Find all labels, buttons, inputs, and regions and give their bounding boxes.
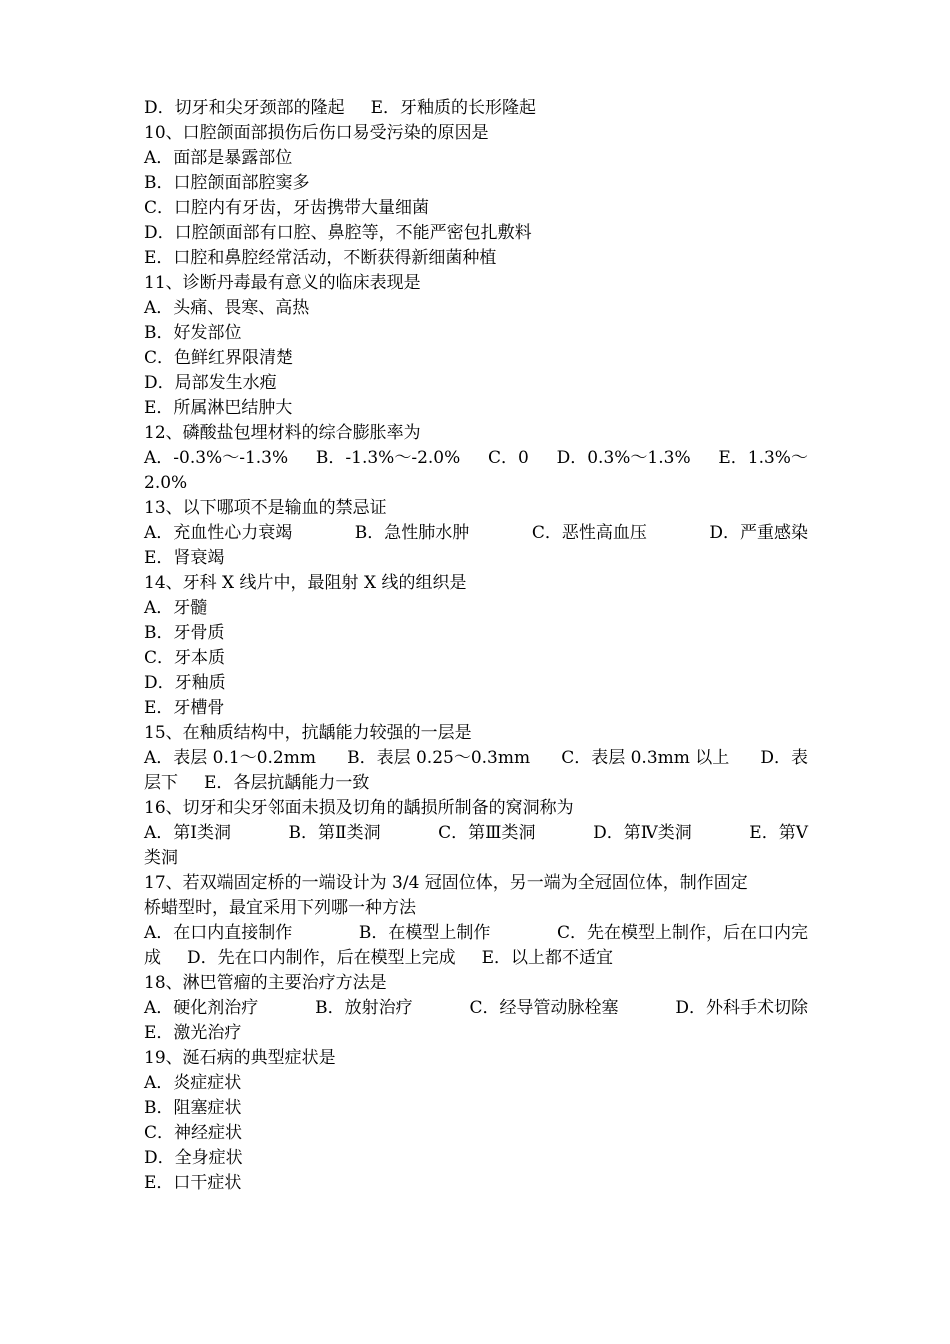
- options-row: [144, 96, 808, 121]
- option-b: B．口腔颌面部腔窦多: [144, 173, 310, 193]
- options-row: [144, 746, 808, 771]
- option-d: D．严重感染: [709, 523, 808, 543]
- option-d: D．外科手术切除: [675, 998, 808, 1018]
- option-e: E．各层抗龋能力一致: [204, 773, 370, 793]
- option-d: D．口腔颌面部有口腔、鼻腔等，不能严密包扎敷料: [144, 223, 532, 243]
- option-c: C．0: [488, 448, 529, 468]
- option-continuation: 类洞: [144, 848, 178, 868]
- option-c: C．神经症状: [144, 1123, 243, 1143]
- question-17-continuation: 桥蜡型时，最宜采用下列哪一种方法: [144, 898, 416, 918]
- option-continuation: 成: [144, 948, 161, 968]
- option-d: D．全身症状: [144, 1148, 243, 1168]
- option-d: D．牙釉质: [144, 673, 226, 693]
- question-12: 12、磷酸盐包埋材料的综合膨胀率为: [144, 423, 421, 443]
- option-d: D．先在口内制作，后在模型上完成: [187, 948, 456, 968]
- options-row: [144, 996, 808, 1021]
- option-c: C．色鲜红界限清楚: [144, 348, 294, 368]
- option-c: C．表层 0.3mm 以上: [561, 748, 730, 768]
- option-c: C．恶性高血压: [531, 523, 647, 543]
- option-b: B．第Ⅱ类洞: [288, 823, 381, 843]
- option-c: C．经导管动脉栓塞: [469, 998, 619, 1018]
- option-a: A．牙髓: [144, 598, 208, 618]
- option-a: A．炎症症状: [144, 1073, 242, 1093]
- question-19: 19、涎石病的典型症状是: [144, 1048, 336, 1068]
- option-c: C．口腔内有牙齿，牙齿携带大量细菌: [144, 198, 430, 218]
- option-b: B．在模型上制作: [358, 923, 491, 943]
- document-page: [144, 96, 808, 1196]
- option-b: B．牙骨质: [144, 623, 225, 643]
- option-a: A．第Ⅰ类洞: [144, 823, 231, 843]
- option-e: E．口腔和鼻腔经常活动，不断获得新细菌种植: [144, 248, 497, 268]
- option-e: E．口干症状: [144, 1173, 242, 1193]
- option-e: E．第Ⅴ: [749, 823, 808, 843]
- options-row: [144, 946, 808, 971]
- option-a: A．硬化剂治疗: [144, 998, 259, 1018]
- option-e: E．以上都不适宜: [481, 948, 614, 968]
- question-13: 13、以下哪项不是输血的禁忌证: [144, 498, 387, 518]
- options-row: [144, 521, 808, 546]
- option-a: A．在口内直接制作: [144, 923, 293, 943]
- question-14: 14、牙科 X 线片中，最阻射 X 线的组织是: [144, 573, 467, 593]
- option-b: B．阻塞症状: [144, 1098, 242, 1118]
- option-a: A．表层 0.1～0.2mm: [144, 748, 316, 768]
- option-d: D．第Ⅳ类洞: [593, 823, 692, 843]
- option-a: A．头痛、畏寒、高热: [144, 298, 310, 318]
- question-16: 16、切牙和尖牙邻面未损及切角的龋损所制备的窝洞称为: [144, 798, 574, 818]
- question-10: 10、口腔颌面部损伤后伤口易受污染的原因是: [144, 123, 489, 143]
- option-continuation: 层下: [144, 773, 178, 793]
- option-e: E．激光治疗: [144, 1023, 242, 1043]
- option-b: B．好发部位: [144, 323, 242, 343]
- option-e: E．所属淋巴结肿大: [144, 398, 293, 418]
- option-d: D．切牙和尖牙颈部的隆起: [144, 98, 345, 118]
- option-a: A．面部是暴露部位: [144, 148, 293, 168]
- option-e: E．牙釉质的长形隆起: [370, 98, 537, 118]
- options-row: [144, 921, 808, 946]
- option-a: A．充血性心力衰竭: [144, 523, 293, 543]
- options-row: [144, 821, 808, 846]
- option-b: B．表层 0.25～0.3mm: [347, 748, 531, 768]
- question-15: 15、在釉质结构中，抗龋能力较强的一层是: [144, 723, 472, 743]
- option-e: E．肾衰竭: [144, 548, 225, 568]
- question-18: 18、淋巴管瘤的主要治疗方法是: [144, 973, 387, 993]
- option-c: C．先在模型上制作，后在口内完: [556, 923, 808, 943]
- option-d: D．0.3%～1.3%: [556, 448, 691, 468]
- option-d: D．局部发生水疱: [144, 373, 277, 393]
- option-c: C．第Ⅲ类洞: [438, 823, 536, 843]
- option-e: E．1.3%～: [718, 448, 808, 468]
- option-d: D．表: [760, 748, 808, 768]
- option-continuation: 2.0%: [144, 473, 188, 493]
- option-c: C．牙本质: [144, 648, 226, 668]
- option-b: B．-1.3%～-2.0%: [315, 448, 461, 468]
- question-11: 11、诊断丹毒最有意义的临床表现是: [144, 273, 421, 293]
- options-row: [144, 771, 808, 796]
- question-17: 17、若双端固定桥的一端设计为 3/4 冠固位体，另一端为全冠固位体，制作固定: [144, 873, 748, 893]
- option-b: B．急性肺水肿: [354, 523, 470, 543]
- option-e: E．牙槽骨: [144, 698, 225, 718]
- option-a: A．-0.3%～-1.3%: [144, 448, 289, 468]
- options-row: [144, 446, 808, 471]
- option-b: B．放射治疗: [315, 998, 413, 1018]
